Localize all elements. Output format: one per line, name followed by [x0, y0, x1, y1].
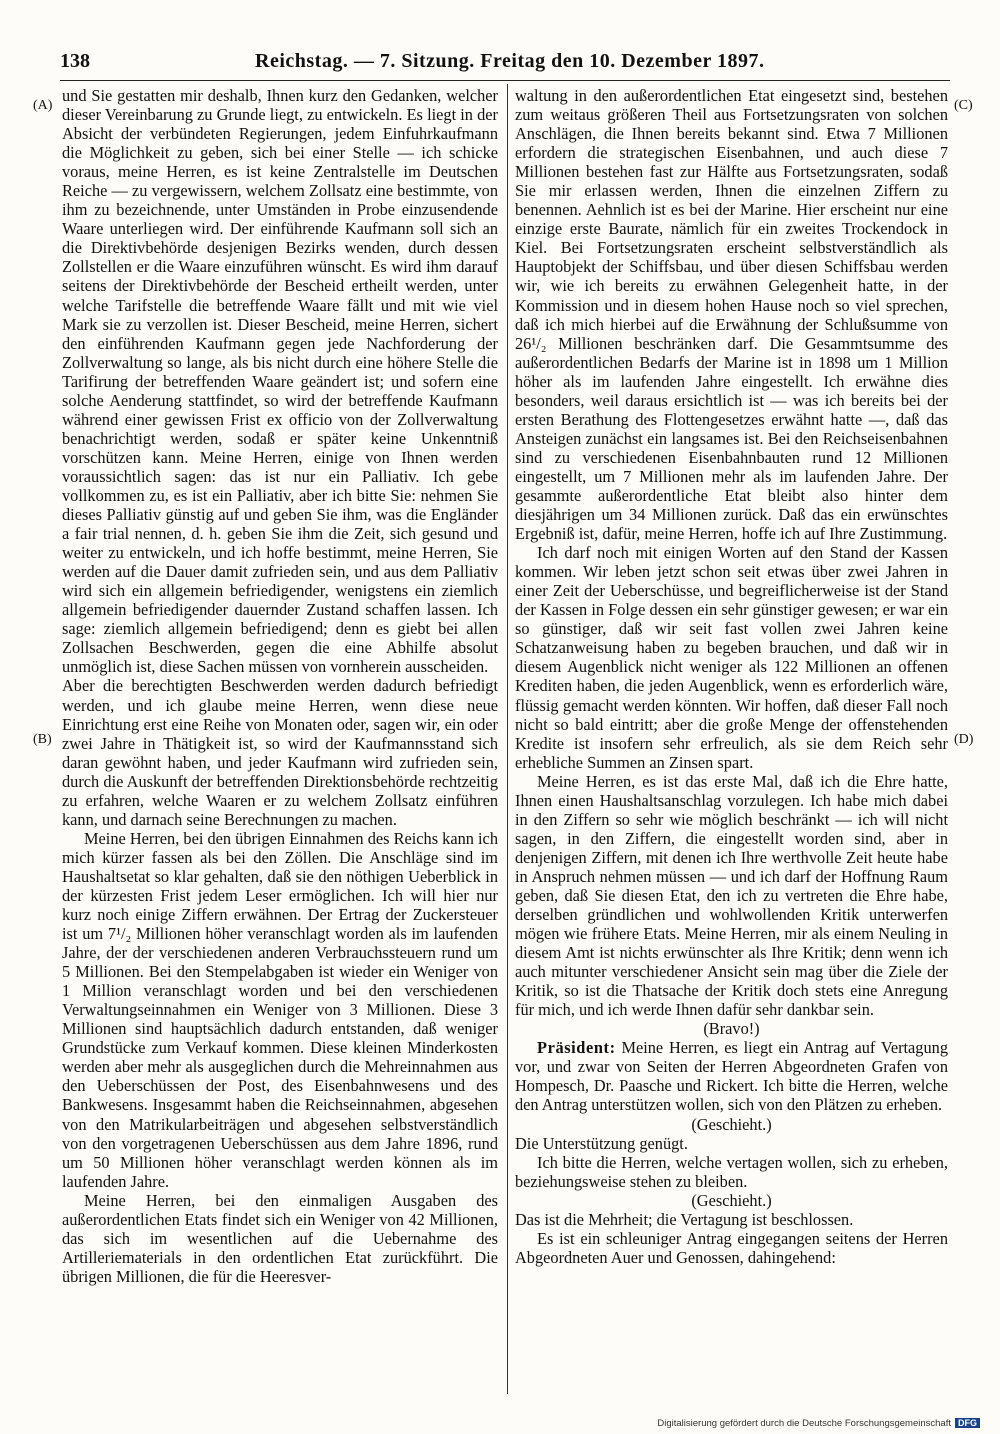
- interjection: (Geschieht.): [691, 1114, 772, 1134]
- right-column: [515, 86, 948, 1267]
- paragraph: Ich darf noch mit einigen Worten auf den Stand der Kassen kommen. Wir leben jetzt schon seit etwas über zwei Jahren in einer Zeit der Ueberschüsse, und begreiflicherweise ist der Stand der Kassen in Folge dessen ein sehr günstiger gewesen; er war ein so günstiger, daß wir seit fast vollen zwei Jahren keine Schatzanweisung haben zu begeben brauchen, und daß wir in diesem Augenblick nicht weniger als 122 Millionen an offenen Krediten haben, die jeden Augenblick, wenn es erforderlich wäre, flüssig gemacht werden könnten. Wir hoffen, daß dieser Fall noch nicht so bald eintritt; aber die große Menge der offenstehenden Kredite ist insofern sehr erfreulich, als sie dem Reich sehr erhebliche Summen an Zinsen spart.: [515, 543, 948, 772]
- paragraph: Es ist ein schleuniger Antrag eingegangen seitens der Herren Abgeordneten Auer und Genossen, dahingehend:: [515, 1228, 948, 1267]
- left-column: [62, 86, 498, 1286]
- margin-marker-d: (D): [954, 732, 974, 747]
- paragraph: Meine Herren, bei den einmaligen Ausgaben des außerordentlichen Etats findet sich ein Weniger von 42 Millionen, das sich im wesentlichen auf die Uebernahme des Artilleriematerials in den ordentlichen Etat zurückführt. Die übrigen Millionen, die für die Heeresver-: [62, 1190, 498, 1286]
- margin-marker-b: (B): [33, 732, 52, 747]
- paragraph: Die Unterstützung genügt.: [515, 1133, 688, 1153]
- interjection: (Geschieht.): [691, 1190, 772, 1210]
- digitization-footer: [657, 1418, 980, 1429]
- page-number: 138: [60, 50, 90, 72]
- margin-marker-a: (A): [33, 98, 53, 113]
- interjection: (Bravo!): [703, 1019, 760, 1039]
- column-divider: [507, 84, 508, 1394]
- paragraph: Ich bitte die Herren, welche vertagen wollen, sich zu erheben, beziehungsweise stehen zu bleiben.: [515, 1152, 948, 1191]
- header-rule: [60, 80, 950, 81]
- margin-marker-c: (C): [954, 98, 973, 113]
- dfg-logo: DFG: [955, 1418, 980, 1428]
- paragraph: Das ist die Mehrheit; die Vertagung ist beschlossen.: [515, 1209, 854, 1229]
- running-head: Reichstag. — 7. Sitzung. Freitag den 10. Dezember 1897.: [255, 50, 765, 72]
- paragraph: Aber die berechtigten Beschwerden werden dadurch befriedigt werden, und ich glaube meine Herren, wenn diese neue Einrichtung erst eine Reihe von Monaten oder, sagen wir, ein oder zwei Jahre in Thätigkeit ist, so wird der Kaufmannsstand sich daran gewöhnt haben, und jeder Kaufmann wird zufrieden sein, durch die Auskunft der betreffenden Direktionsbehörde rechtzeitig zu erfahren, welche Waaren er zu welchem Zollsatz einführen kann, und darnach seine Berechnungen zu machen.: [62, 676, 498, 829]
- paragraph: Meine Herren, es ist das erste Mal, daß ich die Ehre hatte, Ihnen einen Haushaltsanschlag vorzulegen. Ich habe mich dabei in den Ziffern so sehr wie möglich beschränkt — ich will nicht sagen, in den Ziffern, die eingestellt worden sind, aber in denjenigen Ziffern, mit denen ich Ihre werthvolle Zeit heute habe in Anspruch nehmen müssen — und ich darf der Hoffnung Raum geben, daß Sie diesen Etat, den ich zu vertreten die Ehre habe, derselben gründlichen und wohlwollenden Kritik unterwerfen mögen wie frühere Etats. Meine Herren, mir als einem Neuling in diesem Amt ist nichts erwünschter als Ihre Kritik; denn wenn ich auch mitunter verschiedener Ansicht sein mag über die Ziele der Kritik, so ist die Thatsache der Kritik doch stets eine Anregung für mich, und ich werde Ihnen dafür sehr dankbar sein.: [515, 771, 948, 1020]
- speech-text: Meine Herren, es liegt ein Antrag auf Vertagung vor, und zwar von Seiten der Herren Abgeordneten Grafen von Hompesch, Dr. Paasche und Rickert. Ich bitte die Herren, welche den Antrag unterstützen wollen, sich von den Plätzen zu erheben.: [515, 1038, 948, 1115]
- footer-text: Digitalisierung gefördert durch die Deutsche Forschungsgemeinschaft: [657, 1418, 951, 1429]
- president-paragraph: [515, 1038, 948, 1114]
- speaker-label: Präsident:: [537, 1038, 616, 1058]
- paragraph: waltung in den außerordentlichen Etat eingesetzt sind, bestehen zum weitaus größeren Theil aus Fortsetzungsraten von solchen Anschlägen, die Ihnen bereits bekannt sind. Etwa 7 Millionen erfordern die strategischen Eisenbahnen, und auch diese 7 Millionen bestehen fast zur Hälfte aus Fortsetzungsraten, sodaß Sie mir erlassen werden, Ihnen die einzelnen Ziffern zu benennen. Aehnlich ist es bei der Marine. Hier erscheint nur eine einzige erste Baurate, nämlich für ein zweites Trockendock in Kiel. Bei Fortsetzungsraten erscheint selbstverständlich als Hauptobjekt der Schiffsbau, und über diesen Schiffsbau werden wir, wie ich bereits zu erwähnen Gelegenheit hatte, in der Kommission und in diesem hohen Hause noch so viel sprechen, daß ich mich hierbei auf die Erwähnung der Schlußsumme von 26¹/₂ Millionen beschränken darf. Die Gesammtsumme des außerordentlichen Bedarfs der Marine ist in 1898 um 1 Million höher als im laufenden Jahre eingestellt. Ich erwähne dies besonders, weil daraus ersichtlich ist — was ich bereits bei der ersten Berathung des Flottengesetzes erwähnt hatte —, daß das Ansteigen zunächst ein langsames ist. Bei den Reichseisenbahnen sind zu verschiedenen Eisenbahnbauten rund 12 Millionen eingestellt, um 7 Millionen mehr als im laufenden Jahre. Der gesammte außerordentliche Etat bleibt also hinter dem diesjährigen um 34 Millionen zurück. Daß das ein erwünschtes Ergebniß ist, dafür, meine Herren, hoffe ich auf Ihre Zustimmung.: [515, 86, 948, 544]
- paragraph: und Sie gestatten mir deshalb, Ihnen kurz den Gedanken, welcher dieser Vereinbarung zu Grunde liegt, zu entwickeln. Es liegt in der Absicht der verbündeten Regierungen, jedem Einfuhrkaufmann die Möglichkeit zu geben, sich bei einer Stelle — ich schicke voraus, meine Herren, es ist keine Zentralstelle im Deutschen Reiche — zu vergewissern, welchem Zollsatz eine bestimmte, von ihm zu bezeichnende, unter Umständen in Probe einzusendende Waare unterliegen wird. Der einführende Kaufmann soll sich an die Direktivbehörde desjenigen Bezirks wenden, durch dessen Zollstellen er die Waare einzuführen wünscht. Es wird ihm darauf seitens der Direktivbehörde der Bescheid ertheilt werden, unter welche Tarifstelle die betreffende Waare fällt und mit wie viel Mark sie zu verzollen ist. Dieser Bescheid, meine Herren, sichert den einführenden Kaufmann gegen jede Nachforderung der Zollverwaltung so lange, als bis nicht durch eine höhere Stelle die Tarifirung der betreffenden Waare geändert ist; und sofern eine solche Aenderung stattfindet, so wird der betreffende Kaufmann während einer gewissen Frist ex officio von der Zollverwaltung benachrichtigt werden, sodaß er später keine Unkenntniß vorschützen kann. Meine Herren, einige von Ihnen werden voraussichtlich sagen: das ist nur ein Palliativ. Ich gebe vollkommen zu, es ist ein Palliativ, aber ich bitte Sie: nehmen Sie dieses Palliativ günstig auf und geben Sie ihm, was die Engländer a fair trial nennen, d. h. geben Sie ihm die Zeit, sich gesund und weiter zu entwickeln, und ich hoffe bestimmt, meine Herren, Sie werden auf die Dauer damit zufrieden sein, und aus dem Palliativ wird sich ein allgemein befriedigender, wenigstens ein ziemlich allgemein befriedigender dauernder Zustand schaffen lassen. Ich sage: ziemlich allgemein befriedigend; denn es giebt bei allen Zollsachen Beschwerden, gegen die eine Abhilfe absolut unmöglich ist, diese Sachen müssen von vornherein ausscheiden.: [62, 86, 498, 677]
- page-header: [60, 44, 950, 74]
- paragraph: Meine Herren, bei den übrigen Einnahmen des Reichs kann ich mich kürzer fassen als bei den Zöllen. Die Anschläge sind im Haushaltsetat so klar gehalten, daß sie den nöthigen Ueberblick in der kürzesten Frist jedem Leser ermöglichen. Ich will hier nur kurz noch einige Ziffern erwähnen. Der Ertrag der Zuckersteuer ist um 7¹/₂ Millionen höher veranschlagt worden als im laufenden Jahre, der der verschiedenen anderen Verbrauchssteuern rund um 5 Millionen. Bei den Stempelabgaben ist wieder ein Weniger von 1 Million veranschlagt worden und bei den verschiedenen Verwaltungseinnahmen ein Weniger von 3 Millionen. Diese 3 Millionen sind hauptsächlich dadurch entstanden, daß weniger Grundstücke zum Verkauf kommen. Diese kleinen Minderkosten werden aber mehr als ausgeglichen durch die Mehreinnahmen aus den Ueberschüssen der Post, des Eisenbahnwesens und des Bankwesens. Insgesammt haben die Reichseinnahmen, abgesehen von den Matrikularbeiträgen und abgesehen selbstverständlich von den vorgetragenen Ueberschüssen aus dem Jahre 1896, rund um 50 Millionen höher veranschlagt werden können als im laufenden Jahre.: [62, 828, 498, 1191]
